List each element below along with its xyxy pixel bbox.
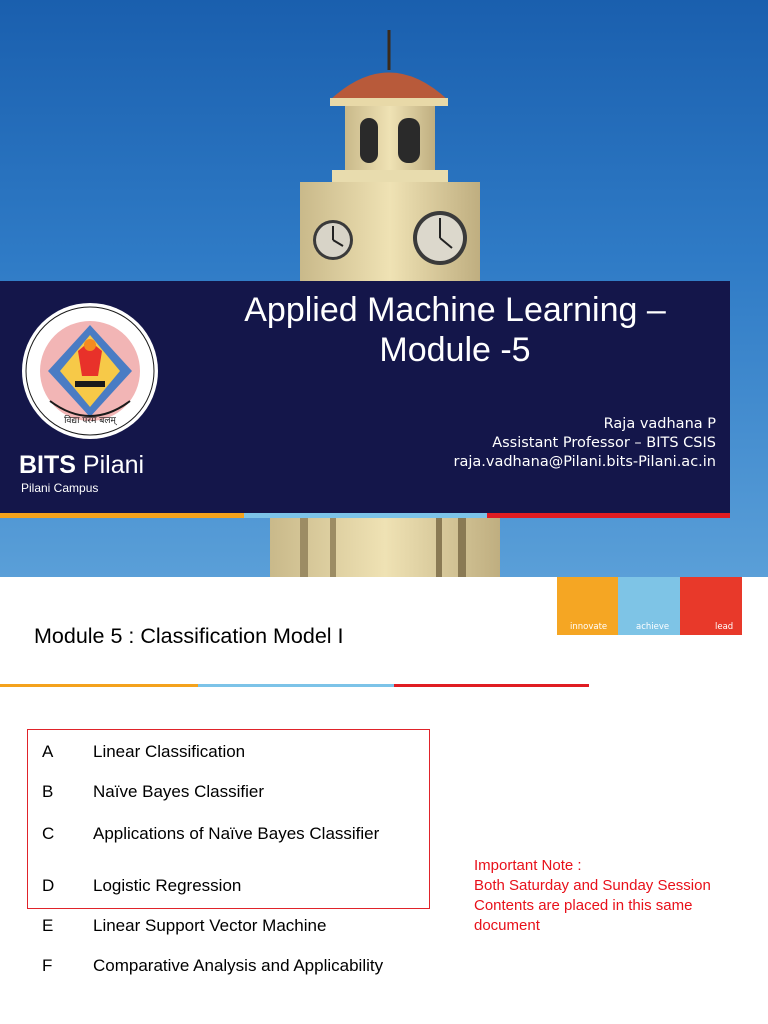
main-title — [195, 290, 715, 370]
stripe-blue — [244, 513, 487, 518]
presenter-info — [454, 415, 716, 472]
presenter-email: raja.vadhana@Pilani.bits-Pilani.ac.in — [453, 454, 716, 470]
lead-label: lead — [715, 622, 734, 632]
topic-name: Applications of Naïve Bayes Classifier — [93, 824, 380, 843]
title-line-1: Applied Machine Learning – — [244, 291, 666, 329]
svg-text:विद्या परमं बलम्: विद्या परमं बलम् — [64, 416, 116, 426]
achieve-label: achieve — [636, 622, 670, 632]
stripe-orange — [0, 513, 244, 518]
note-line: Both Saturday and Sunday Session — [474, 877, 711, 894]
campus-label: Pilani Campus — [21, 481, 99, 495]
agenda-slide — [0, 577, 768, 1024]
topic-letter: D — [42, 876, 55, 895]
underline-orange — [0, 684, 198, 687]
topic-name: Linear Support Vector Machine — [93, 916, 327, 935]
presenter-role: Assistant Professor – BITS CSIS — [492, 435, 716, 451]
topic-letter: B — [42, 782, 54, 801]
topic-name: Logistic Regression — [93, 876, 242, 895]
note-title: Important Note : — [474, 857, 582, 874]
module-title: Module 5 : Classification Model I — [34, 624, 344, 648]
topic-letter: E — [42, 916, 54, 935]
note-line: Contents are placed in this same — [474, 897, 693, 914]
brand-name: BITS Pilani — [19, 451, 145, 479]
topic-letter: A — [42, 742, 54, 761]
topic-name: Linear Classification — [93, 742, 246, 761]
title-line-2: Module -5 — [379, 331, 531, 369]
presenter-name: Raja vadhana P — [603, 416, 716, 432]
topic-letter: C — [42, 824, 55, 843]
topic-name: Comparative Analysis and Applicability — [93, 956, 384, 975]
stripe-red — [487, 513, 730, 518]
topic-name: Naïve Bayes Classifier — [93, 782, 265, 801]
note-line: document — [474, 917, 540, 934]
underline-blue — [198, 684, 394, 687]
bits-pilani-crest-icon — [20, 301, 160, 441]
brand-strip — [557, 577, 742, 635]
innovate-label: innovate — [570, 622, 608, 632]
underline-red — [394, 684, 589, 687]
important-note — [474, 856, 754, 936]
topic-letter: F — [42, 956, 53, 975]
